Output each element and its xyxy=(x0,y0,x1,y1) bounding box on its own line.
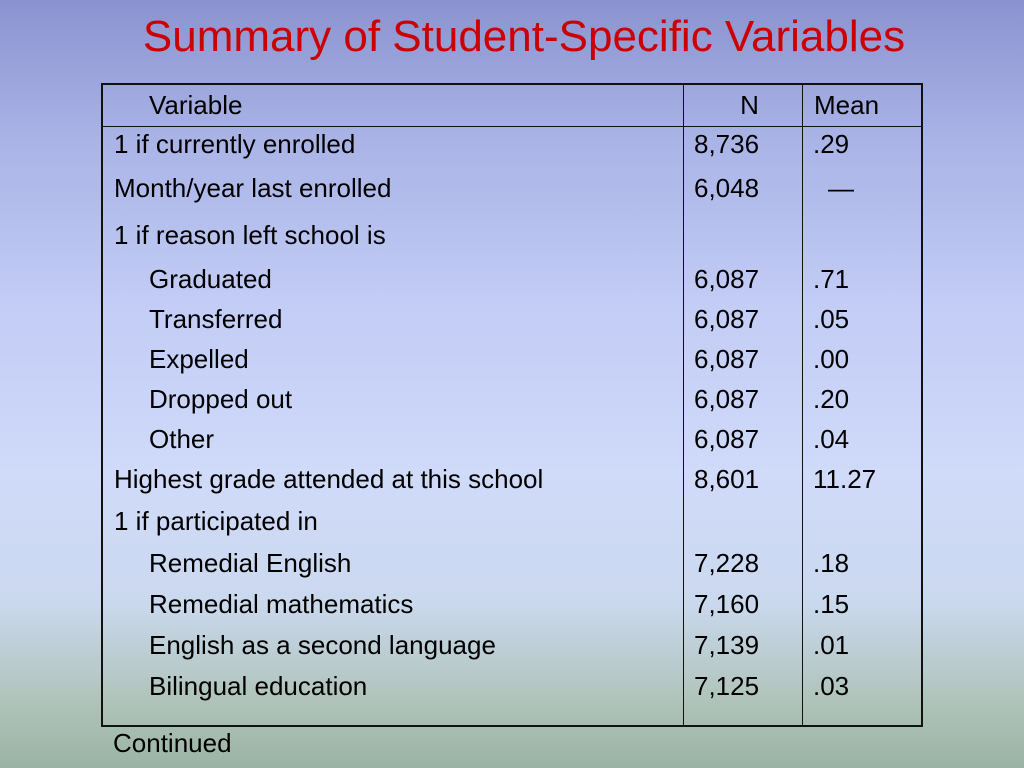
mean-cell: .05 xyxy=(813,304,850,334)
table-row xyxy=(103,504,921,538)
table-row xyxy=(103,171,921,205)
n-cell: 8,601 xyxy=(694,464,760,494)
table-row xyxy=(103,127,921,161)
table-row xyxy=(103,382,921,416)
variable-cell: Remedial English xyxy=(149,548,352,578)
n-cell: 6,087 xyxy=(694,424,760,454)
mean-cell: .20 xyxy=(813,384,850,414)
variable-cell: Month/year last enrolled xyxy=(114,173,392,203)
table-row xyxy=(103,462,921,496)
summary-table xyxy=(101,83,923,727)
mean-cell: .15 xyxy=(813,589,850,619)
variable-cell: Remedial mathematics xyxy=(149,589,414,619)
table-row xyxy=(103,669,921,703)
mean-cell: — xyxy=(828,173,854,203)
header-n: N xyxy=(740,90,759,120)
n-cell: 8,736 xyxy=(694,129,760,159)
variable-cell: Highest grade attended at this school xyxy=(114,464,544,494)
n-cell: 7,125 xyxy=(694,671,760,701)
variable-cell: English as a second language xyxy=(149,630,496,660)
table-row xyxy=(103,628,921,662)
table-row xyxy=(103,302,921,336)
mean-cell: .29 xyxy=(813,129,850,159)
n-cell: 6,087 xyxy=(694,264,760,294)
mean-cell: .03 xyxy=(813,671,850,701)
table-row xyxy=(103,342,921,376)
n-cell: 6,087 xyxy=(694,304,760,334)
variable-cell: Bilingual education xyxy=(149,671,368,701)
n-cell: 6,087 xyxy=(694,384,760,414)
mean-cell: .18 xyxy=(813,548,850,578)
n-cell: 7,228 xyxy=(694,548,760,578)
continued-note: Continued xyxy=(113,728,232,758)
variable-cell: Transferred xyxy=(149,304,283,334)
variable-cell: Graduated xyxy=(149,264,272,294)
table-row xyxy=(103,422,921,456)
mean-cell: .00 xyxy=(813,344,850,374)
table-row xyxy=(103,587,921,621)
table-row xyxy=(103,262,921,296)
header-variable: Variable xyxy=(149,90,243,120)
mean-cell: 11.27 xyxy=(813,464,877,494)
variable-cell: 1 if currently enrolled xyxy=(114,129,356,159)
variable-cell: Dropped out xyxy=(149,384,293,414)
table-row xyxy=(103,218,921,252)
mean-cell: .04 xyxy=(813,424,850,454)
variable-cell: Other xyxy=(149,424,215,454)
n-cell: 6,048 xyxy=(694,173,760,203)
n-cell: 7,160 xyxy=(694,589,760,619)
table-row xyxy=(103,546,921,580)
n-cell: 7,139 xyxy=(694,630,760,660)
variable-cell: 1 if reason left school is xyxy=(114,220,386,250)
header-mean: Mean xyxy=(814,90,880,120)
slide-title: Summary of Student-Specific Variables xyxy=(142,12,906,61)
variable-cell: 1 if participated in xyxy=(114,506,318,536)
variable-cell: Expelled xyxy=(149,344,249,374)
n-cell: 6,087 xyxy=(694,344,760,374)
mean-cell: .01 xyxy=(813,630,850,660)
mean-cell: .71 xyxy=(813,264,850,294)
